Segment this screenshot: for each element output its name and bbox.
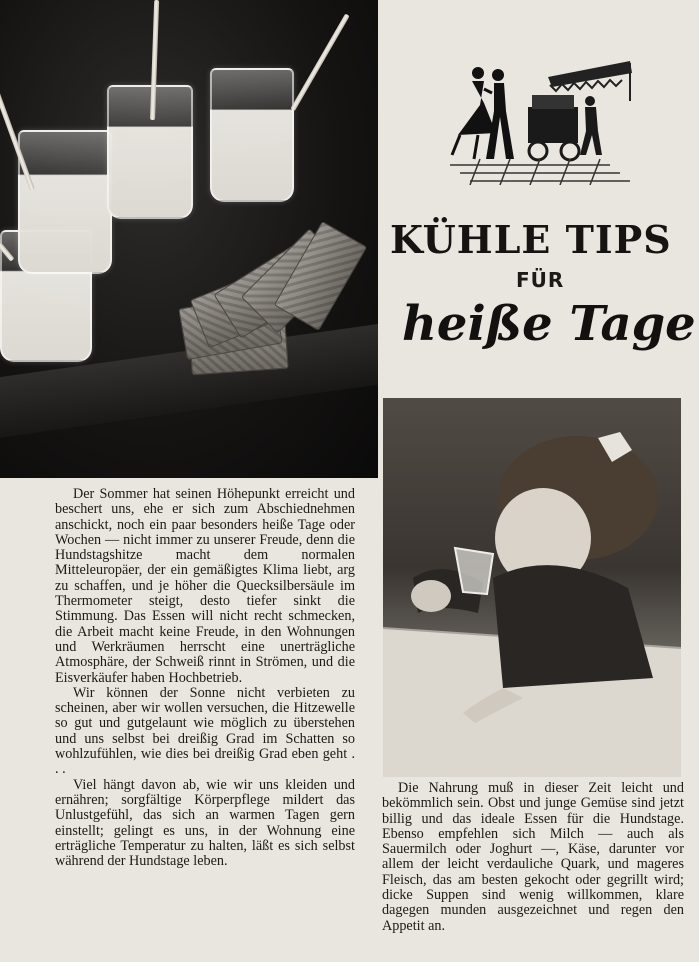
title-kuehle-tips: KÜHLE TIPS [390, 217, 672, 262]
paragraph: Wir können der Sonne nicht verbieten zu scheinen, aber wir wollen versuchen, die Hitzewelle so gut und gutgelaunt wie möglich zu überstehen und uns selbst bei dreißig Grad im Schatten so wohlzufühlen, wie dies bei dreißig Grad eben geht . . . [55, 684, 355, 778]
paragraph: Viel hängt davon ab, wie wir uns kleiden und ernähren; sorgfältige Körperpflege mildert das Unlustgefühl, das sich an warmen Tagen gern einstellt; gelingt es uns, in der Wohnung eine erträgliche Temperatur zu halten, läßt es sich selbst während der Hundstage leben. [55, 776, 355, 870]
title-fuer: FÜR [516, 268, 565, 292]
paragraph: Die Nahrung muß in dieser Zeit leicht und bekömmlich sein. Obst und junge Gemüse sind jetzt billig und das ideale Essen für die Hundstage. Ebenso empfehlen sich Milch — auch als Sauermilch oder Joghurt —, Käse, darunter vor allem der leicht verdauliche Quark, und mageres Fleisch, das am besten gekocht oder gegrillt wird; dicke Suppen sind wenig willkommen, klare dagegen munden ausgezeichnet und regen den Appetit an. [382, 780, 684, 934]
title-heisse-tage: heiße Tage [402, 296, 696, 352]
dancing-couple-and-vendor-illustration [440, 55, 640, 185]
paragraph: Der Sommer hat seinen Höhepunkt erreicht und beschert uns, ehe er sich zum Abschiednehmen anschickt, noch ein paar besonders heiße Tage oder Wochen — nicht immer zu unserer Freude, denn die Hundstagshitze macht dem normalen Mitteleuropäer, der ein gemäßigtes Klima liebt, arg zu schaffen, und je höher die Quecksilbersäule im Thermometer steigt, desto tiefer sinkt die Stimmung. Das Essen will nicht recht schmecken, die Arbeit macht keine Freude, in den Wohnungen und Werkräumen herrscht eine unerträgliche Atmosphäre, der Schweiß rinnt in Strömen, und die Eisverkäufer haben Hochbetrieb. [55, 486, 355, 686]
article-text-left [55, 487, 355, 869]
child-drinking-illustration [383, 398, 681, 777]
milk-glass [18, 130, 112, 274]
article-text-right [382, 781, 684, 934]
milk-glasses-and-wafers-photo [0, 0, 378, 478]
child-drinking-photo [383, 398, 681, 777]
milk-glass [210, 68, 294, 202]
straw [290, 13, 349, 111]
